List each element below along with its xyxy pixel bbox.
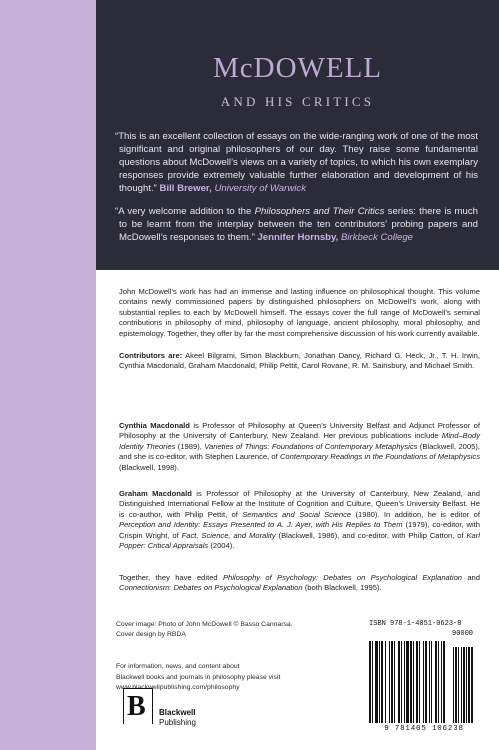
joint-text: (both Blackwell, 1995). bbox=[302, 583, 382, 593]
bio-text: (Blackwell, 2005), and she is co-editor, with Stephen Laurence, of bbox=[119, 441, 480, 462]
endorsement-quote-2 bbox=[115, 205, 478, 244]
bio-cynthia-macdonald bbox=[119, 421, 480, 473]
bio-text: (1980). In addition, he is editor of bbox=[351, 509, 480, 519]
bio-graham-macdonald bbox=[119, 489, 480, 551]
book-title-ref: Karl Popper: Critical Appraisals bbox=[119, 530, 480, 551]
bio-text: (1989), bbox=[175, 441, 205, 451]
quote-author: Jennifer Hornsby, bbox=[257, 232, 339, 243]
editor-name: Graham Macdonald bbox=[119, 489, 192, 498]
endorsement-quote-1 bbox=[115, 130, 478, 195]
quote-text-end: series: there is much to be learnt from the interplay between the ten contributors’ probing papers and McDowell’s responses to them.” bbox=[119, 206, 478, 243]
publisher-name-line-2: Publishing bbox=[159, 718, 196, 727]
book-title-ref: Contemporary Readings in the Foundations of Metaphysics bbox=[279, 452, 481, 462]
ean-barcode-icon bbox=[367, 641, 481, 723]
joint-text: and bbox=[462, 573, 480, 582]
book-title-ref: Mind–Body Identity Theories bbox=[119, 431, 480, 451]
bio-text: (Blackwell, 1986), and co-editor, with Philip Catton, of bbox=[275, 530, 467, 540]
bio-text: (2004). bbox=[208, 541, 235, 551]
book-title-ref: Varieties of Things: Foundations of Contemporary Metaphysics bbox=[204, 441, 418, 451]
cover-credits bbox=[116, 620, 293, 640]
book-title-ref: Semantics and Social Science bbox=[242, 509, 352, 519]
info-line-1: For information, news, and content about bbox=[116, 663, 240, 670]
editor-name: Cynthia Macdonald bbox=[119, 421, 190, 430]
blackwell-publishing-logo bbox=[123, 688, 196, 740]
publisher-name-line-1: Blackwell bbox=[159, 708, 196, 717]
barcode-block bbox=[364, 617, 484, 737]
book-title-ref: Perception and Identity: Essays Presented to A. J. Ayer, with His Replies to Them bbox=[119, 520, 403, 530]
book-title-ref: Connectionism: Debates on Psychological Explanation bbox=[119, 583, 303, 593]
lavender-spine-strip bbox=[0, 0, 96, 750]
book-title: McDOWELL bbox=[212, 52, 383, 84]
quote-text-start: “A very welcome addition to the bbox=[115, 206, 255, 217]
quote-affiliation: Birkbeck College bbox=[341, 232, 413, 243]
info-line-2: Blackwell books and journals in philosophy please visit bbox=[116, 673, 281, 681]
contributors-label: Contributors are: bbox=[119, 351, 183, 360]
bio-text: is Professor of Philosophy at Queen’s University Belfast and Adjunct Professor of Philosophy at the University of Canterbury, New Zealand. Her previous publications include bbox=[119, 421, 480, 441]
cover-image-credit: Cover image: Photo of John McDowell © Basso Cannarsa. bbox=[116, 621, 293, 628]
cover-design-credit: Cover design by RBDA bbox=[116, 631, 186, 638]
logo-letter: B bbox=[127, 691, 146, 722]
joint-editors-paragraph bbox=[119, 573, 480, 594]
series-title: Philosophers and Their Critics bbox=[254, 206, 385, 217]
book-title-ref: Fact, Science, and Morality bbox=[181, 530, 276, 540]
joint-text: Together, they have edited bbox=[119, 573, 223, 582]
bio-text: is Professor of Philosophy at the University of Canterbury, New Zealand, and Distinguished International Fellow at the Institute of Cognition and Culture, Queen’s University Belfast. He is co-author, with Philip Pettit, of bbox=[119, 489, 480, 519]
quote-author: Bill Brewer, bbox=[159, 183, 212, 194]
book-title-ref: Philosophy of Psychology: Debates on Psychological Explanation bbox=[222, 573, 463, 582]
ean-number: 9 781405 106238 bbox=[384, 725, 464, 733]
publisher-url: www.blackwellpublishing.com/philosophy bbox=[116, 684, 240, 691]
logo-frame bbox=[123, 688, 153, 724]
isbn-label: ISBN 978-1-4051-0623-8 bbox=[369, 620, 462, 628]
contributors-names: Akeel Bilgrami, Simon Blackburn, Jonathan Dancy, Richard G. Heck, Jr., T. H. Irwin, Cynthia Macdonald, Graham Macdonald, Philip Pettit, Carol Rovane, R. M. Sainsbury, and Michael Smith. bbox=[119, 351, 480, 371]
book-subtitle: AND HIS CRITICS bbox=[220, 94, 375, 109]
contributors-paragraph bbox=[119, 351, 480, 372]
bio-text: (Blackwell, 1998). bbox=[119, 462, 179, 472]
bio-text: (1979), co-editor, with Crispin Wright, of bbox=[119, 520, 480, 540]
quote-text: “This is an excellent collection of essays on the wide-ranging work of one of the most significant and original philosophers of our day. They raise some fundamental questions about McDowell’s views on a variety of topics, to which his own exemplary responses provide extremely valuable further elaboration and development of his thought.” bbox=[115, 131, 478, 194]
quote-affiliation: University of Warwick bbox=[214, 183, 306, 194]
price-code: 90000 bbox=[452, 630, 474, 638]
book-description: John McDowell’s work has had an immense and lasting influence on philosophical thought. This volume contains newly commissioned papers by distinguished philosophers on McDowell’s work, along with substantial replies to each by McDowell himself. The essays cover the full range of McDowell’s seminal contributions in philosophy of mind, philosophy of language, ancient philosophy, moral philosophy, and epistemology. Together, they offer by far the most comprehensive discussion of his work currently available. bbox=[119, 287, 480, 338]
